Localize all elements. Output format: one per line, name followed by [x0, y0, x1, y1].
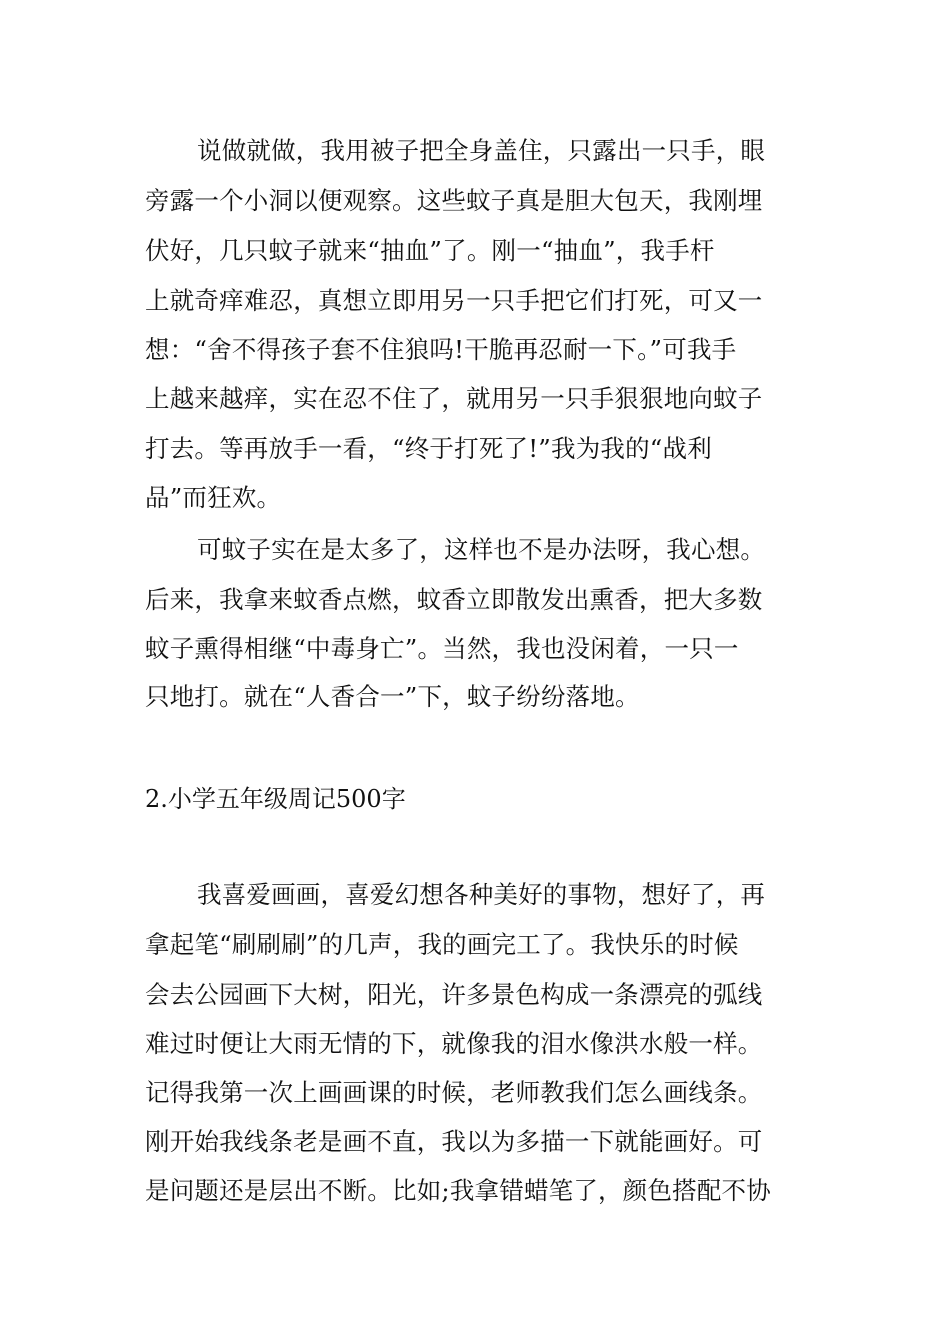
text-line: 我喜爱画画，喜爱幻想各种美好的事物，想好了，再: [197, 880, 766, 909]
text-line: 只地打。就在“人香合一”下，蚊子纷纷落地。: [145, 682, 640, 711]
text-line: 旁露一个小洞以便观察。这些蚊子真是胆大包天，我刚埋: [145, 186, 763, 215]
text-line: 可蚊子实在是太多了，这样也不是办法呀，我心想。: [197, 535, 766, 564]
text-line: 拿起笔“刷刷刷”的几声，我的画完工了。我快乐的时候: [145, 930, 739, 959]
text-line: 难过时便让大雨无情的下，就像我的泪水像洪水般一样。: [145, 1029, 763, 1058]
text-line: 说做就做，我用被子把全身盖住，只露出一只手，眼: [197, 136, 766, 165]
text-line: 是问题还是层出不断。比如;我拿错蜡笔了，颜色搭配不协: [145, 1176, 771, 1205]
section-heading: 2.小学五年级周记500字: [145, 785, 406, 813]
text-line: 品”而狂欢。: [145, 483, 282, 512]
text-line: 想：“舍不得孩子套不住狼吗!干脆再忍耐一下。”可我手: [145, 335, 737, 364]
text-line: 蚊子熏得相继“中毒身亡”。当然，我也没闲着，一只一: [145, 634, 739, 663]
text-line: 伏好，几只蚊子就来“抽血”了。刚一“抽血”，我手杆: [145, 236, 715, 265]
text-line: 记得我第一次上画画课的时候，老师教我们怎么画线条。: [145, 1078, 763, 1107]
text-line: 上就奇痒难忍，真想立即用另一只手把它们打死，可又一: [145, 286, 763, 315]
text-line: 打去。等再放手一看，“终于打死了!”我为我的“战利: [145, 434, 712, 463]
text-line: 后来，我拿来蚊香点燃，蚊香立即散发出熏香，把大多数: [145, 585, 763, 614]
text-line: 上越来越痒，实在忍不住了，就用另一只手狠狠地向蚊子: [145, 384, 763, 413]
text-line: 会去公园画下大树，阳光，许多景色构成一条漂亮的弧线: [145, 980, 763, 1009]
text-line: 刚开始我线条老是画不直，我以为多描一下就能画好。可: [145, 1127, 763, 1156]
